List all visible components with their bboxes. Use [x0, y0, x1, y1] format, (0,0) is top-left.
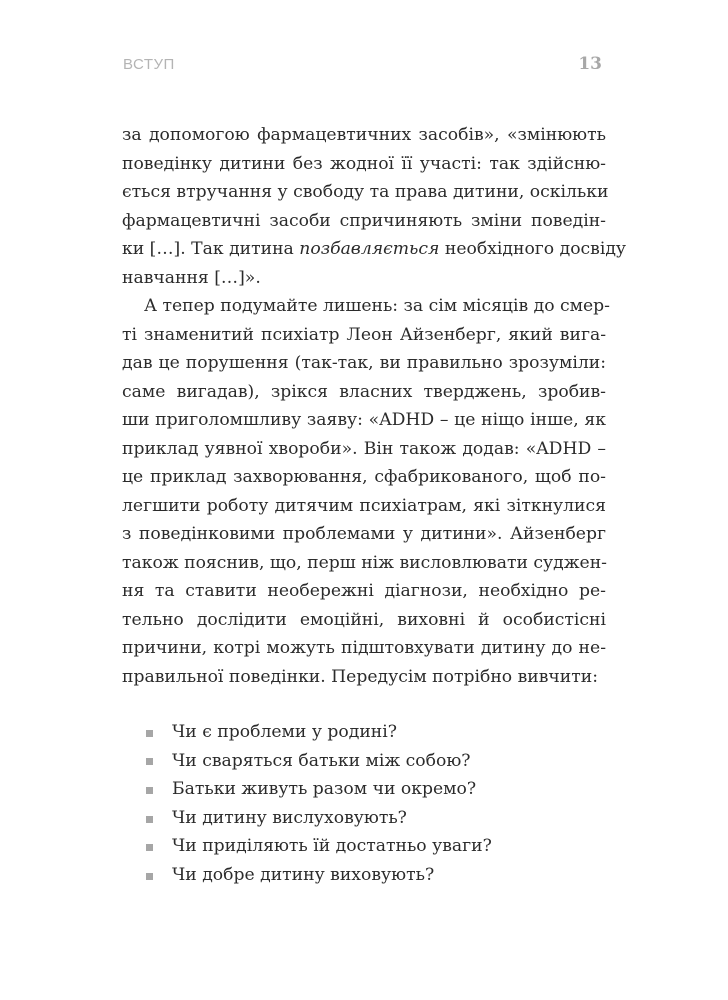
text-line: А тепер подумайте лишень: за сім місяців до смер-: [144, 296, 610, 316]
text-line: ши приголомшливу заяву: «ADHD – це ніщо інше, як: [122, 410, 606, 430]
text-line: правильної поведінки. Передусім потрібно вивчити:: [122, 666, 598, 687]
question-list: [146, 718, 492, 890]
text-line: фармацевтичні засоби спричиняють зміни поведін-: [122, 210, 606, 231]
text-line: тельно дослідити емоційні, виховні й особистісні: [122, 609, 606, 630]
text-line: ня та ставити необережні діагнози, необхідно ре-: [122, 581, 606, 601]
list-item: [146, 861, 492, 890]
page-number: 13: [578, 54, 602, 74]
list-item: [146, 718, 492, 747]
list-item-text: Чи сваряться батьки між собою?: [172, 750, 471, 771]
body-text: [122, 121, 627, 691]
text-segment: необхідного досвіду: [439, 239, 627, 259]
text-line: за допомогою фармацевтичних засобів», «змінюють: [122, 125, 606, 145]
list-item-text: Чи добре дитину виховують?: [172, 864, 435, 885]
list-item: [146, 747, 492, 776]
square-bullet-icon: [146, 758, 153, 765]
text-line: навчання […]».: [122, 267, 261, 288]
square-bullet-icon: [146, 873, 153, 880]
text-line: ті знаменитий психіатр Леон Айзенберг, який вига-: [122, 324, 606, 345]
text-line: також пояснив, що, перш ніж висловлювати суджен-: [122, 552, 607, 573]
list-item-text: Батьки живуть разом чи окремо?: [172, 779, 477, 800]
text-line: [122, 235, 627, 264]
list-item-text: Чи приділяють їй достатньо уваги?: [172, 836, 492, 857]
text-line: дав це порушення (так-так, ви правильно зрозуміли:: [122, 353, 606, 373]
list-item: [146, 832, 492, 861]
text-line: з поведінковими проблемами у дитини». Айзенберг: [122, 524, 606, 544]
text-line: приклад уявної хвороби». Він також додав: «ADHD –: [122, 438, 606, 459]
list-item: [146, 775, 492, 804]
text-line: причини, котрі можуть підштовхувати дитину до не-: [122, 638, 606, 658]
square-bullet-icon: [146, 730, 153, 737]
text-line: легшити роботу дитячим психіатрам, які зіткнулися: [122, 495, 606, 516]
text-segment: ки […]. Так дитина: [122, 239, 300, 259]
square-bullet-icon: [146, 844, 153, 851]
list-item: [146, 804, 492, 833]
text-line: поведінку дитини без жодної її участі: так здійсню-: [122, 153, 606, 174]
running-head: ВСТУП: [123, 56, 175, 73]
square-bullet-icon: [146, 787, 153, 794]
square-bullet-icon: [146, 816, 153, 823]
emphasized-word: позбавляється: [299, 239, 440, 259]
text-line: ється втручання у свободу та права дитини, оскільки: [122, 182, 609, 202]
text-line: це приклад захворювання, сфабрикованого, щоб по-: [122, 467, 606, 487]
list-item-text: Чи є проблеми у родині?: [172, 722, 397, 742]
text-line: саме вигадав), зрікся власних тверджень, зробив-: [122, 381, 606, 402]
list-item-text: Чи дитину вислуховують?: [172, 807, 407, 828]
